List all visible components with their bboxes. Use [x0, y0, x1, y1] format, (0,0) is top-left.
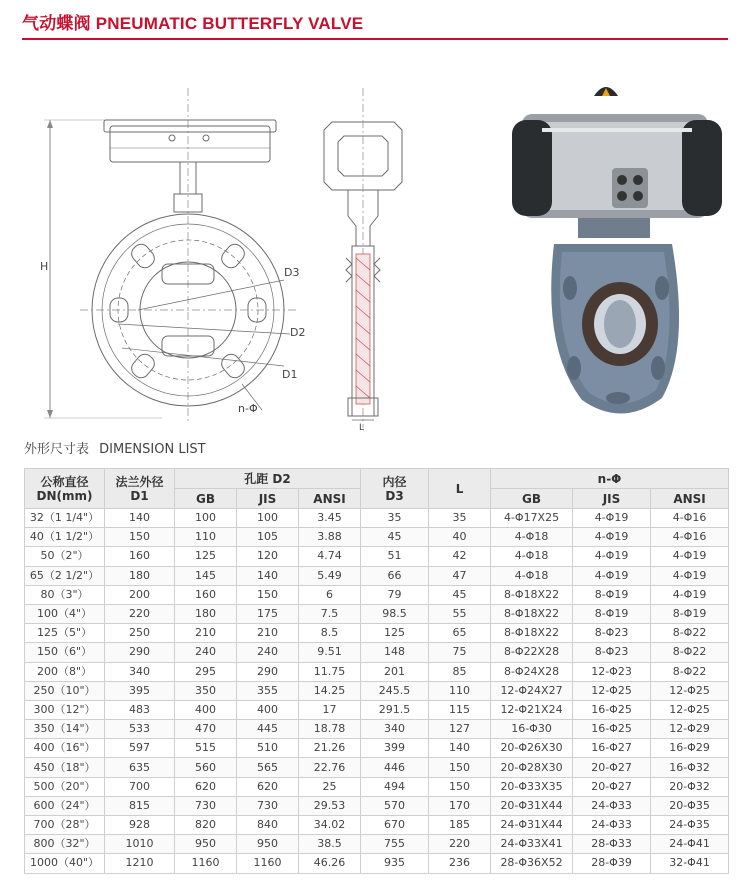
table-cell: 245.5 [361, 681, 429, 700]
label-d2: D2 [290, 326, 306, 339]
table-cell: 3.88 [299, 528, 361, 547]
table-cell: 533 [105, 720, 175, 739]
table-cell: 928 [105, 816, 175, 835]
table-head [25, 469, 729, 509]
table-cell: 3.45 [299, 509, 361, 528]
table-cell: 79 [361, 585, 429, 604]
table-cell: 160 [105, 547, 175, 566]
col-header-d2-gb: GB [175, 489, 237, 509]
side-view-drawing [324, 88, 402, 428]
valve-product-image [512, 87, 722, 414]
table-cell: 4-Φ18 [491, 566, 573, 585]
table-row [25, 547, 729, 566]
table-cell: 8.5 [299, 624, 361, 643]
col-header-d2: 孔距 D2 [175, 469, 361, 489]
table-cell: 494 [361, 777, 429, 796]
table-cell: 185 [429, 816, 491, 835]
table-row [25, 816, 729, 835]
table-cell: 399 [361, 739, 429, 758]
table-cell: 250（10"） [25, 681, 105, 700]
table-row [25, 528, 729, 547]
table-cell: 16-Φ30 [491, 720, 573, 739]
table-cell: 38.5 [299, 835, 361, 854]
dimension-list-title-en: DIMENSION LIST [99, 442, 206, 457]
table-cell: 12-Φ25 [651, 681, 729, 700]
table-row [25, 681, 729, 700]
table-row [25, 624, 729, 643]
table-cell: 6 [299, 585, 361, 604]
dimension-list-title [24, 441, 212, 459]
label-d1: D1 [282, 368, 298, 381]
table-cell: 8-Φ18X22 [491, 624, 573, 643]
table-cell: 300（12"） [25, 700, 105, 719]
table-cell: 24-Φ33X41 [491, 835, 573, 854]
front-view-drawing [44, 88, 296, 423]
table-cell: 40 [429, 528, 491, 547]
table-cell: 500（20"） [25, 777, 105, 796]
table-cell: 12-Φ25 [651, 700, 729, 719]
table-cell: 24-Φ33 [573, 816, 651, 835]
table-cell: 40（1 1/2"） [25, 528, 105, 547]
table-cell: 4-Φ19 [573, 547, 651, 566]
table-cell: 340 [361, 720, 429, 739]
col-header-d2-jis: JIS [237, 489, 299, 509]
col-header-d1: 法兰外径 D1 [105, 469, 175, 509]
page-header [22, 10, 728, 40]
table-cell: 470 [175, 720, 237, 739]
table-cell: 28-Φ39 [573, 854, 651, 873]
col-header-l: L [429, 469, 491, 509]
table-cell: 800（32"） [25, 835, 105, 854]
col-header-d2-ansi: ANSI [299, 489, 361, 509]
table-cell: 4-Φ17X25 [491, 509, 573, 528]
table-cell: 150 [429, 758, 491, 777]
table-cell: 35 [361, 509, 429, 528]
table-body [25, 509, 729, 874]
table-cell: 4-Φ19 [573, 509, 651, 528]
table-cell: 815 [105, 796, 175, 815]
table-cell: 4-Φ18 [491, 547, 573, 566]
table-cell: 160 [175, 585, 237, 604]
table-cell: 12-Φ21X24 [491, 700, 573, 719]
table-cell: 730 [175, 796, 237, 815]
table-cell: 100（4"） [25, 604, 105, 623]
table-cell: 340 [105, 662, 175, 681]
table-cell: 20-Φ33X35 [491, 777, 573, 796]
table-row [25, 854, 729, 873]
table-cell: 115 [429, 700, 491, 719]
table-cell: 150 [429, 777, 491, 796]
table-cell: 515 [175, 739, 237, 758]
table-cell: 66 [361, 566, 429, 585]
table-row [25, 758, 729, 777]
table-cell: 4.74 [299, 547, 361, 566]
table-cell: 400 [175, 700, 237, 719]
col-header-nphi-gb: GB [491, 489, 573, 509]
table-cell: 250 [105, 624, 175, 643]
table-cell: 820 [175, 816, 237, 835]
table-cell: 20-Φ28X30 [491, 758, 573, 777]
table-cell: 148 [361, 643, 429, 662]
dimension-table [24, 468, 729, 874]
table-cell: 1000（40"） [25, 854, 105, 873]
table-cell: 290 [105, 643, 175, 662]
table-cell: 140 [105, 509, 175, 528]
table-cell: 236 [429, 854, 491, 873]
table-cell: 100 [175, 509, 237, 528]
table-cell: 8-Φ22X28 [491, 643, 573, 662]
table-cell: 8-Φ22 [651, 624, 729, 643]
table-cell: 50（2"） [25, 547, 105, 566]
table-cell: 14.25 [299, 681, 361, 700]
table-cell: 220 [105, 604, 175, 623]
table-cell: 4-Φ16 [651, 528, 729, 547]
table-cell: 4-Φ19 [651, 547, 729, 566]
table-cell: 400（16"） [25, 739, 105, 758]
table-cell: 210 [175, 624, 237, 643]
table-cell: 510 [237, 739, 299, 758]
table-cell: 120 [237, 547, 299, 566]
table-cell: 16-Φ25 [573, 720, 651, 739]
table-cell: 145 [175, 566, 237, 585]
table-cell: 85 [429, 662, 491, 681]
table-cell: 4-Φ16 [651, 509, 729, 528]
table-cell: 8-Φ22 [651, 643, 729, 662]
table-cell: 45 [361, 528, 429, 547]
table-cell: 16-Φ29 [651, 739, 729, 758]
table-cell: 47 [429, 566, 491, 585]
col-header-nphi-jis: JIS [573, 489, 651, 509]
table-cell: 28-Φ33 [573, 835, 651, 854]
table-cell: 140 [237, 566, 299, 585]
table-cell: 125 [175, 547, 237, 566]
table-cell: 20-Φ32 [651, 777, 729, 796]
table-cell: 755 [361, 835, 429, 854]
table-cell: 635 [105, 758, 175, 777]
table-cell: 350 [175, 681, 237, 700]
dimension-list-title-cn: 外形尺寸表 [24, 442, 90, 457]
table-cell: 17 [299, 700, 361, 719]
table-cell: 840 [237, 816, 299, 835]
table-cell: 20-Φ26X30 [491, 739, 573, 758]
technical-drawing [22, 48, 728, 436]
table-cell: 16-Φ32 [651, 758, 729, 777]
table-row [25, 566, 729, 585]
table-cell: 210 [237, 624, 299, 643]
table-cell: 8-Φ19 [573, 604, 651, 623]
table-cell: 4-Φ19 [651, 566, 729, 585]
table-cell: 150 [105, 528, 175, 547]
table-cell: 20-Φ27 [573, 777, 651, 796]
table-cell: 24-Φ31X44 [491, 816, 573, 835]
table-cell: 24-Φ41 [651, 835, 729, 854]
table-cell: 8-Φ18X22 [491, 585, 573, 604]
table-cell: 46.26 [299, 854, 361, 873]
table-cell: 950 [237, 835, 299, 854]
table-cell: 450（18"） [25, 758, 105, 777]
table-cell: 32-Φ41 [651, 854, 729, 873]
table-cell: 8-Φ23 [573, 624, 651, 643]
table-cell: 240 [175, 643, 237, 662]
table-cell: 9.51 [299, 643, 361, 662]
table-cell: 150（6"） [25, 643, 105, 662]
table-cell: 620 [175, 777, 237, 796]
table-row [25, 835, 729, 854]
table-cell: 75 [429, 643, 491, 662]
table-cell: 65 [429, 624, 491, 643]
table-cell: 110 [429, 681, 491, 700]
table-cell: 8-Φ18X22 [491, 604, 573, 623]
table-cell: 200 [105, 585, 175, 604]
table-row [25, 662, 729, 681]
table-cell: 25 [299, 777, 361, 796]
page-title: 气动蝶阀 PNEUMATIC BUTTERFLY VALVE [22, 14, 364, 33]
table-cell: 600（24"） [25, 796, 105, 815]
table-cell: 570 [361, 796, 429, 815]
col-header-nphi-ansi: ANSI [651, 489, 729, 509]
table-cell: 22.76 [299, 758, 361, 777]
table-cell: 8-Φ19 [651, 604, 729, 623]
table-cell: 11.75 [299, 662, 361, 681]
table-cell: 42 [429, 547, 491, 566]
table-cell: 127 [429, 720, 491, 739]
table-cell: 8-Φ23 [573, 643, 651, 662]
col-header-dn: 公称直径 DN(mm) [25, 469, 105, 509]
table-cell: 1160 [237, 854, 299, 873]
table-cell: 180 [175, 604, 237, 623]
table-cell: 446 [361, 758, 429, 777]
table-cell: 350（14"） [25, 720, 105, 739]
table-cell: 24-Φ35 [651, 816, 729, 835]
table-cell: 18.78 [299, 720, 361, 739]
table-cell: 4-Φ18 [491, 528, 573, 547]
table-cell: 5.49 [299, 566, 361, 585]
table-cell: 65（2 1/2"） [25, 566, 105, 585]
table-cell: 35 [429, 509, 491, 528]
table-cell: 240 [237, 643, 299, 662]
table-cell: 950 [175, 835, 237, 854]
table-cell: 355 [237, 681, 299, 700]
table-cell: 16-Φ25 [573, 700, 651, 719]
table-row [25, 509, 729, 528]
table-cell: 55 [429, 604, 491, 623]
table-row [25, 739, 729, 758]
table-cell: 670 [361, 816, 429, 835]
table-cell: 29.53 [299, 796, 361, 815]
table-cell: 20-Φ27 [573, 758, 651, 777]
table-cell: 140 [429, 739, 491, 758]
table-cell: 20-Φ35 [651, 796, 729, 815]
table-cell: 935 [361, 854, 429, 873]
table-cell: 1010 [105, 835, 175, 854]
dimension-table-wrapper [24, 468, 728, 874]
table-cell: 24-Φ33 [573, 796, 651, 815]
col-header-n-phi: n-Φ [491, 469, 729, 489]
label-h: H [40, 260, 49, 273]
table-cell: 12-Φ24X27 [491, 681, 573, 700]
table-cell: 45 [429, 585, 491, 604]
table-cell: 8-Φ24X28 [491, 662, 573, 681]
table-cell: 730 [237, 796, 299, 815]
table-cell: 700（28"） [25, 816, 105, 835]
table-cell: 80（3"） [25, 585, 105, 604]
table-cell: 395 [105, 681, 175, 700]
table-cell: 4-Φ19 [573, 528, 651, 547]
table-cell: 400 [237, 700, 299, 719]
label-l: L [359, 423, 365, 433]
table-cell: 700 [105, 777, 175, 796]
col-header-d3: 内径 D3 [361, 469, 429, 509]
table-cell: 565 [237, 758, 299, 777]
table-cell: 98.5 [361, 604, 429, 623]
drawing-area [22, 48, 728, 436]
table-cell: 1210 [105, 854, 175, 873]
label-d3: D3 [284, 266, 300, 279]
table-cell: 12-Φ23 [573, 662, 651, 681]
table-cell: 28-Φ36X52 [491, 854, 573, 873]
table-cell: 21.26 [299, 739, 361, 758]
table-cell: 290 [237, 662, 299, 681]
table-cell: 51 [361, 547, 429, 566]
table-cell: 150 [237, 585, 299, 604]
table-cell: 4-Φ19 [573, 566, 651, 585]
table-cell: 291.5 [361, 700, 429, 719]
table-cell: 170 [429, 796, 491, 815]
table-cell: 620 [237, 777, 299, 796]
table-row [25, 796, 729, 815]
table-row [25, 585, 729, 604]
table-cell: 201 [361, 662, 429, 681]
table-cell: 125 [361, 624, 429, 643]
table-cell: 1160 [175, 854, 237, 873]
table-row [25, 604, 729, 623]
table-cell: 12-Φ29 [651, 720, 729, 739]
table-cell: 295 [175, 662, 237, 681]
table-cell: 16-Φ27 [573, 739, 651, 758]
table-row [25, 720, 729, 739]
table-cell: 597 [105, 739, 175, 758]
table-cell: 34.02 [299, 816, 361, 835]
table-cell: 4-Φ19 [651, 585, 729, 604]
table-cell: 125（5"） [25, 624, 105, 643]
table-cell: 7.5 [299, 604, 361, 623]
table-cell: 110 [175, 528, 237, 547]
table-row [25, 700, 729, 719]
table-cell: 175 [237, 604, 299, 623]
table-cell: 105 [237, 528, 299, 547]
table-cell: 100 [237, 509, 299, 528]
table-cell: 180 [105, 566, 175, 585]
label-n-phi: n-Φ [238, 402, 258, 415]
table-cell: 8-Φ22 [651, 662, 729, 681]
table-cell: 483 [105, 700, 175, 719]
table-cell: 12-Φ25 [573, 681, 651, 700]
table-cell: 560 [175, 758, 237, 777]
table-cell: 32（1 1/4"） [25, 509, 105, 528]
table-row [25, 643, 729, 662]
table-row [25, 777, 729, 796]
table-cell: 20-Φ31X44 [491, 796, 573, 815]
table-cell: 200（8"） [25, 662, 105, 681]
table-cell: 8-Φ19 [573, 585, 651, 604]
table-cell: 445 [237, 720, 299, 739]
table-cell: 220 [429, 835, 491, 854]
